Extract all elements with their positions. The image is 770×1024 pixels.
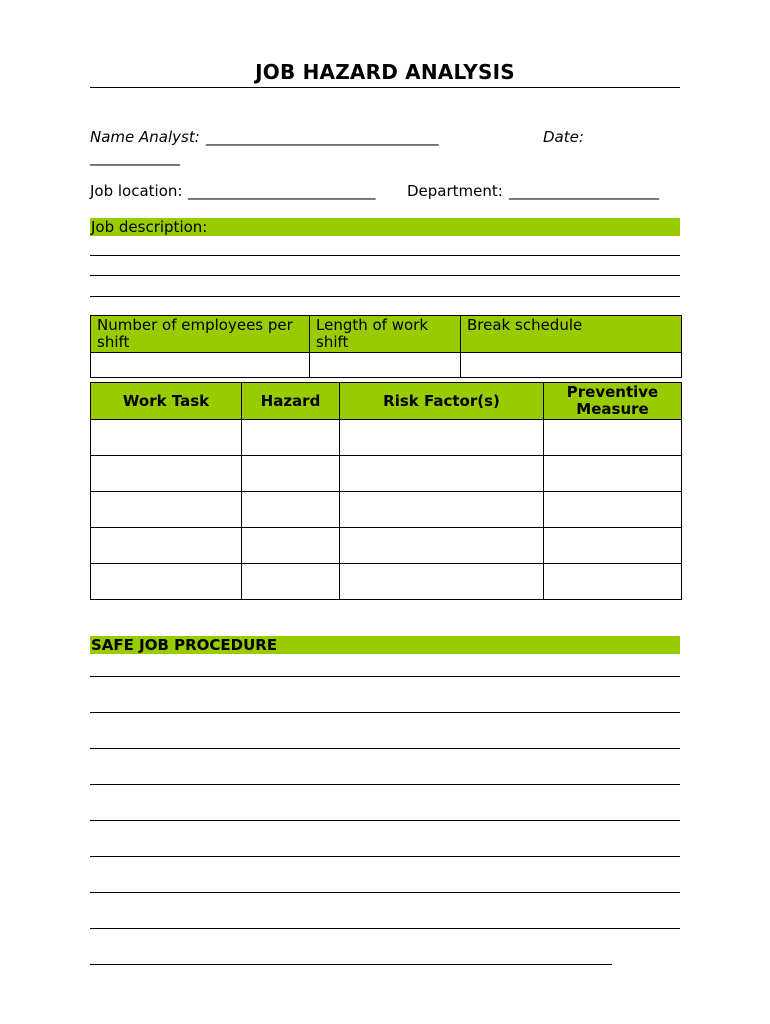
table-cell[interactable] <box>544 564 682 600</box>
work-task-header: Work Task <box>91 383 242 420</box>
table-row <box>91 528 682 564</box>
table-cell[interactable] <box>340 492 544 528</box>
table-row <box>91 383 682 420</box>
table-row <box>91 456 682 492</box>
table-row <box>91 353 682 378</box>
table-cell[interactable] <box>544 420 682 456</box>
table-cell[interactable] <box>544 456 682 492</box>
department-field[interactable]: ____________________ <box>509 182 659 200</box>
table-cell[interactable] <box>242 420 340 456</box>
employees-per-shift-header: Number of employees per shift <box>91 316 310 353</box>
title-underline <box>90 87 680 88</box>
name-analyst-field[interactable]: _______________________________ <box>206 128 439 146</box>
table-cell[interactable] <box>91 528 242 564</box>
shift-table <box>90 315 682 378</box>
table-cell[interactable] <box>242 456 340 492</box>
table-cell[interactable] <box>340 564 544 600</box>
table-row <box>91 420 682 456</box>
safe-job-procedure-bar <box>90 636 680 654</box>
job-description-line[interactable] <box>90 255 680 256</box>
page-title: JOB HAZARD ANALYSIS <box>255 60 515 84</box>
procedure-line[interactable] <box>90 856 680 857</box>
preventive-measure-header: Preventive Measure <box>544 383 682 420</box>
job-description-label: Job description: <box>91 218 208 236</box>
procedure-line[interactable] <box>90 748 680 749</box>
break-schedule-header: Break schedule <box>461 316 682 353</box>
table-cell[interactable] <box>91 456 242 492</box>
name-analyst-label: Name Analyst: <box>90 128 200 146</box>
table-cell[interactable] <box>544 492 682 528</box>
job-location-label: Job location: <box>90 182 183 200</box>
job-location-field[interactable]: _________________________ <box>188 182 376 200</box>
break-schedule-cell[interactable] <box>461 353 682 378</box>
length-of-shift-cell[interactable] <box>310 353 461 378</box>
procedure-line[interactable] <box>90 712 680 713</box>
job-description-line[interactable] <box>90 296 680 297</box>
table-cell[interactable] <box>91 564 242 600</box>
procedure-line[interactable] <box>90 892 680 893</box>
hazard-table <box>90 382 682 600</box>
procedure-line[interactable] <box>90 784 680 785</box>
hazard-header: Hazard <box>242 383 340 420</box>
table-cell[interactable] <box>340 528 544 564</box>
table-cell[interactable] <box>91 420 242 456</box>
job-description-bar <box>90 218 680 236</box>
table-row <box>91 316 682 353</box>
table-cell[interactable] <box>242 528 340 564</box>
department-label: Department: <box>407 182 503 200</box>
table-row <box>91 492 682 528</box>
risk-factors-header: Risk Factor(s) <box>340 383 544 420</box>
procedure-line[interactable] <box>90 928 680 929</box>
table-cell[interactable] <box>340 456 544 492</box>
table-cell[interactable] <box>242 564 340 600</box>
length-of-shift-header: Length of work shift <box>310 316 461 353</box>
table-cell[interactable] <box>340 420 544 456</box>
procedure-line[interactable] <box>90 820 680 821</box>
safe-job-procedure-label: SAFE JOB PROCEDURE <box>91 636 278 654</box>
table-cell[interactable] <box>242 492 340 528</box>
table-row <box>91 564 682 600</box>
job-description-line[interactable] <box>90 275 680 276</box>
table-cell[interactable] <box>91 492 242 528</box>
procedure-line[interactable] <box>90 964 612 965</box>
date-label: Date: <box>543 128 584 146</box>
procedure-line[interactable] <box>90 676 680 677</box>
date-field[interactable]: ____________ <box>90 148 180 166</box>
employees-per-shift-cell[interactable] <box>91 353 310 378</box>
table-cell[interactable] <box>544 528 682 564</box>
